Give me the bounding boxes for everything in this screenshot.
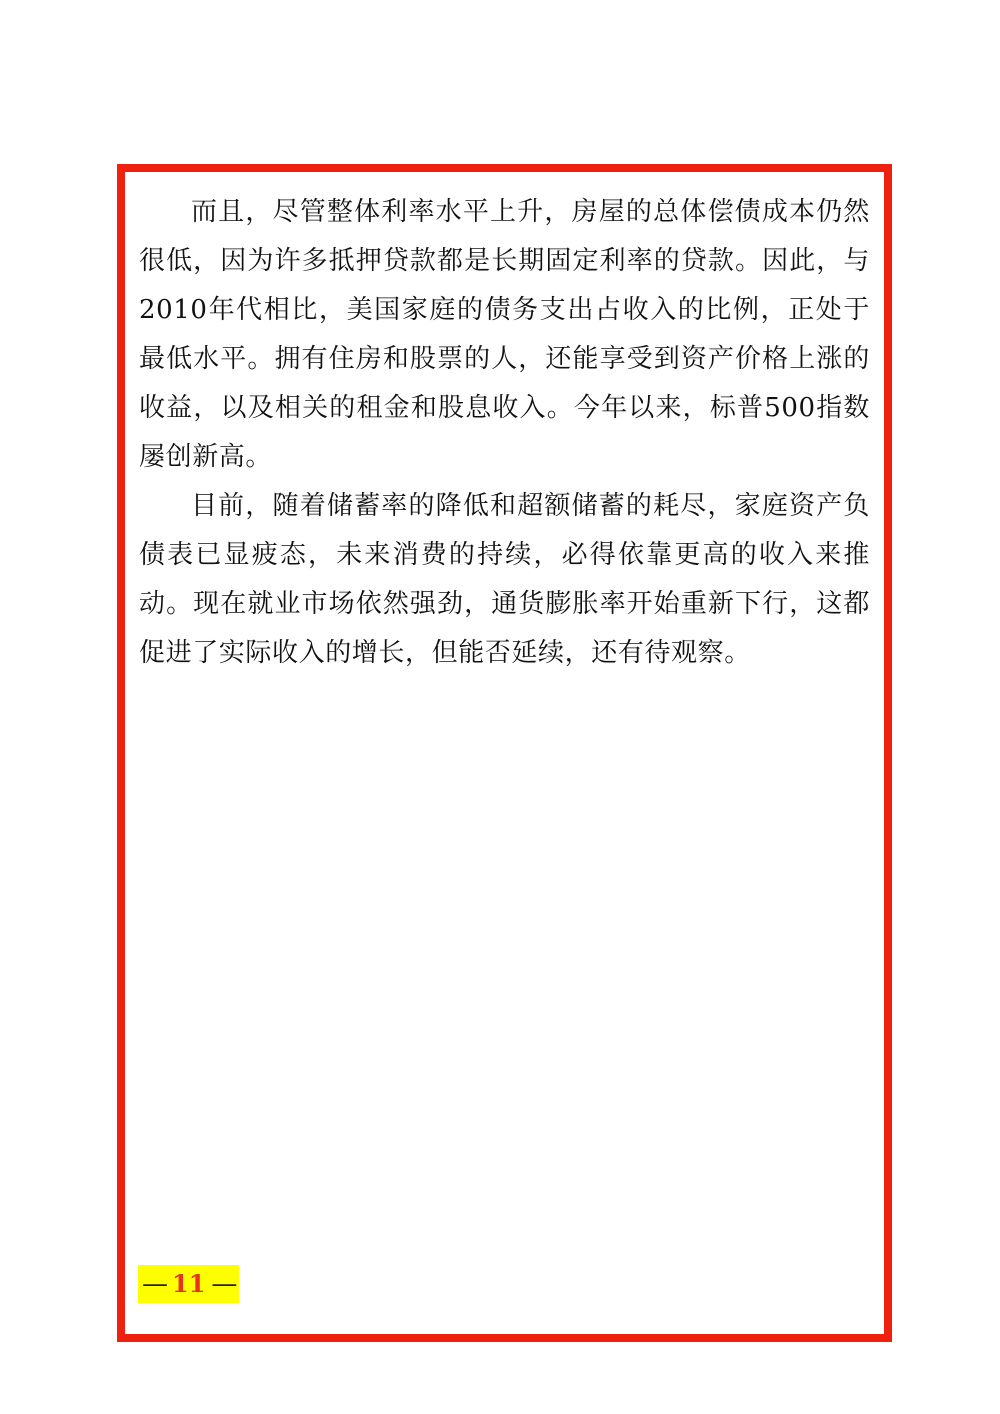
page-number-dash-left: — (142, 1269, 166, 1299)
document-body (139, 188, 870, 678)
page-frame (117, 164, 892, 1342)
paragraph-2: 目前，随着储蓄率的降低和超额储蓄的耗尽，家庭资产负债表已显疲态，未来消费的持续，必得依靠更高的收入来推动。现在就业市场依然强劲，通货膨胀率开始重新下行，这都促进了实际收入的增长，但能否延续，还有待观察。 (139, 491, 870, 668)
paragraph-1: 而且，尽管整体利率水平上升，房屋的总体偿债成本仍然很低，因为许多抵押贷款都是长期固定利率的贷款。因此，与2010年代相比，美国家庭的债务支出占收入的比例，正处于最低水平。拥有住房和股票的人，还能享受到资产价格上涨的收益，以及相关的租金和股息收入。今年以来，标普500指数屡创新高。 (139, 197, 870, 472)
page-number (138, 1265, 239, 1303)
page-number-dash-right: — (211, 1269, 236, 1299)
page-number-value: 11 (172, 1269, 206, 1298)
